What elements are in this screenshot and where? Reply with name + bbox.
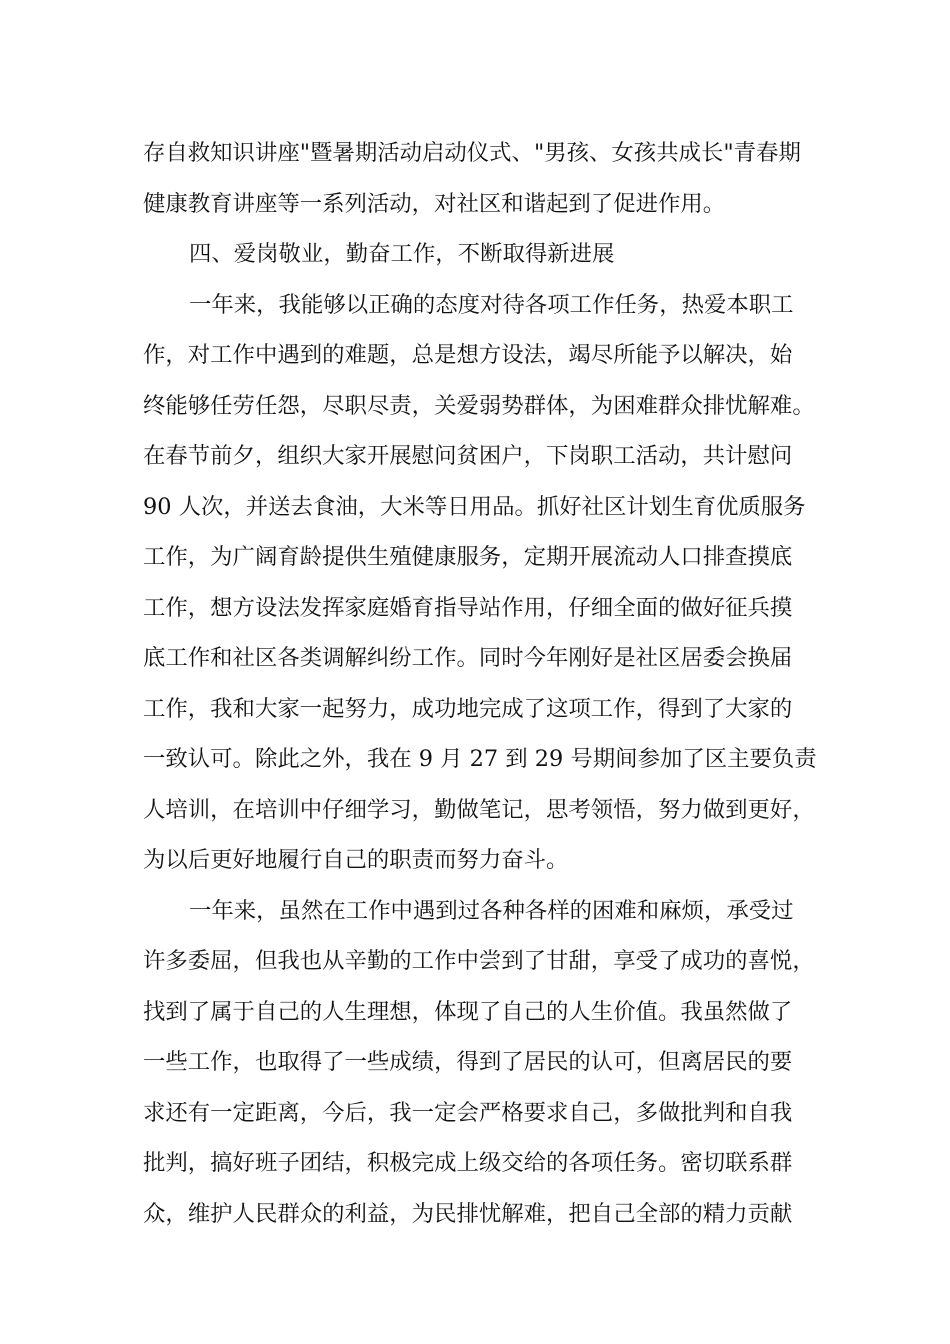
text-line: 人培训，在培训中仔细学习，勤做笔记，思考领悟，努力做到更好， xyxy=(143,796,815,823)
text-line: 90 人次，并送去食油，大米等日用品。抓好社区计划生育优质服务 xyxy=(143,493,806,520)
text-line: 求还有一定距离，今后，我一定会严格要求自己，多做批判和自我 xyxy=(143,1099,793,1126)
text-line: 一年来，虽然在工作中遇到过各种各样的困难和麻烦，承受过 xyxy=(189,897,794,924)
text-line: 一致认可。除此之外，我在 9 月 27 到 29 号期间参加了区主要负责 xyxy=(143,746,817,772)
text-line: 健康教育讲座等一系列活动，对社区和谐起到了促进作用。 xyxy=(143,190,726,217)
text-line: 批判，搞好班子团结，积极完成上级交给的各项任务。密切联系群 xyxy=(143,1150,793,1176)
text-line: 找到了属于自己的人生理想，体现了自己的人生价值。我虽然做了 xyxy=(143,998,793,1025)
text-line: 在春节前夕，组织大家开展慰问贫困户，下岗职工活动，共计慰问 xyxy=(143,443,793,469)
text-line: 工作，我和大家一起努力，成功地完成了这项工作，得到了大家的 xyxy=(143,695,793,722)
text-line: 存自救知识讲座"暨暑期活动启动仪式、"男孩、女孩共成长"青春期 xyxy=(143,140,801,166)
text-line: 一些工作，也取得了一些成绩，得到了居民的认可，但离居民的要 xyxy=(143,1049,793,1075)
text-line: 许多委屈，但我也从辛勤的工作中尝到了甘甜，享受了成功的喜悦， xyxy=(143,948,815,974)
text-line: 为以后更好地履行自己的职责而努力奋斗。 xyxy=(143,847,569,873)
text-line: 底工作和社区各类调解纠纷工作。同时今年刚好是社区居委会换届 xyxy=(143,645,793,671)
text-line: 众，维护人民群众的利益，为民排忧解难，把自己全部的精力贡献 xyxy=(143,1200,793,1227)
text-line: 作，对工作中遇到的难题，总是想方设法，竭尽所能予以解决，始 xyxy=(143,342,793,368)
text-line: 终能够任劳任怨，尽职尽责，关爱弱势群体，为困难群众排忧解难。 xyxy=(143,392,815,419)
text-line: 工作，为广阔育龄提供生殖健康服务，定期开展流动人口排查摸底 xyxy=(143,544,793,570)
text-line: 一年来，我能够以正确的态度对待各项工作任务，热爱本职工 xyxy=(189,291,794,318)
text-line: 工作，想方设法发挥家庭婚育指导站作用，仔细全面的做好征兵摸 xyxy=(143,594,793,621)
document-body xyxy=(143,128,823,1239)
section-heading: 四、爱岗敬业，勤奋工作，不断取得新进展 xyxy=(189,241,615,267)
